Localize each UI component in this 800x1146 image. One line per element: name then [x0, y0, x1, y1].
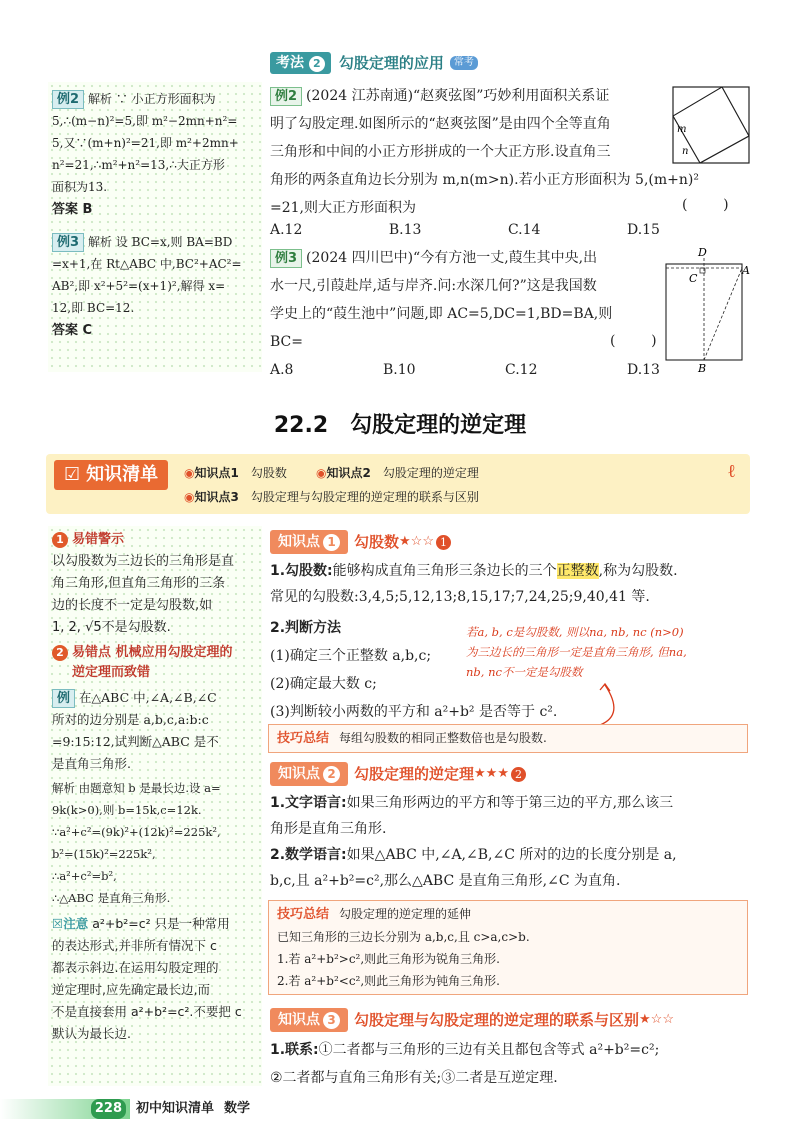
warning-1-header: 1 易错警示 — [52, 530, 258, 551]
kd1-label-box: 知识点 1 — [270, 530, 348, 554]
question3-tag: 例3 — [270, 249, 302, 268]
example2-solution: 例2 解析 ∵ 小正方形面积为 5,∴(m−n)²=5,即 m²−2mn+n²= 5,又∵(m+n)²=21,即 m²+2mn+ n²=21,∴m²+n²=13,∴大正方形 面积为13. — [52, 92, 239, 194]
question2-tag: 例2 — [270, 87, 302, 106]
pond-diagram — [662, 246, 752, 374]
section-title: 22.2 勾股定理的逆定理 — [273, 413, 527, 438]
kd1-title: 勾股数 — [354, 533, 400, 552]
warning-1-text: 以勾股数为三边长的三角形是直 角三角形,但直角三角形的三条 边的长度不一定是勾股数,如 1, 2, √5不是勾股数. — [52, 553, 235, 635]
side-solution: 解析 由题意知 b 是最长边.设 a= 9k(k>0),则 b=15k,c=12k. ∵a²+c²=(9k)²+(12k)²=225k², b²=(15k)²=225k², ∴a²+c²=b², ∴△ABC 是直角三角形. — [52, 780, 221, 905]
question2-options — [270, 218, 660, 242]
kd3-stars: ★☆☆ — [639, 1011, 674, 1027]
q3-option-a[interactable]: A.8 — [270, 362, 294, 378]
zhao-shuang-diagram — [672, 86, 750, 164]
q3-option-d[interactable]: D.13 — [626, 362, 660, 378]
kd2-tip-box: 技巧总结 勾股定理的逆定理的延伸 已知三角形的三边长分别为 a,b,c,且 c>a,c>b. 1.若 a²+b²>c²,则此三角形为锐角三角形. 2.若 a²+b²<c²,则此三角形为钝角三角形. — [268, 900, 748, 995]
side-example: 例 在△ABC 中,∠A,∠B,∠C 所对的边分别是 a,b,c,a:b:c =9:15:12,试判断△ABC 是不 是直角三角形. — [52, 689, 219, 771]
side-notes-box — [48, 526, 262, 1086]
footer — [0, 1096, 800, 1122]
example2-tag: 例2 — [52, 90, 84, 109]
q2-option-c[interactable]: C.14 — [507, 222, 541, 238]
kaofa-header — [270, 52, 478, 74]
fig-D-label: D — [698, 246, 707, 259]
kd2-header — [270, 762, 526, 786]
kd3-header — [270, 1008, 674, 1032]
kaofa-title: 勾股定理的应用 — [338, 54, 444, 72]
knowledge-item-1[interactable]: ◉知识点1 勾股数 — [184, 466, 287, 480]
q2-option-b[interactable]: B.13 — [388, 222, 422, 238]
side-note: ☒注意 a²+b²=c² 只是一种常用 的表达形式,并非所有情况下 c 都表示斜边.在运用勾股定理的 逆定理时,应先确定最长边,而 不是直接套用 a²+b²=c².不要把 c 默认为最长边. — [52, 915, 242, 1041]
fig-A-label: A — [742, 264, 750, 277]
highlight-zhengzhengshu: 正整数 — [556, 563, 599, 579]
kd3-text: 1.联系:①二者都与三角形的三边有关且都包含等式 a²+b²=c²; ②二者都与直角三角形有关;③二者是互逆定理. — [270, 1042, 660, 1086]
example3-answer: 答案 C — [52, 322, 93, 338]
kd2-title: 勾股定理的逆定理 — [354, 765, 475, 784]
page-number: 228 — [91, 1099, 126, 1120]
knowledge-list-banner — [46, 454, 750, 514]
knowledge-item-2[interactable]: ◉知识点2 勾股定理的逆定理 — [316, 466, 479, 480]
question3-options — [270, 358, 660, 382]
note-icon: ☒ — [52, 915, 64, 931]
kd1-header — [270, 530, 451, 554]
kd2-text: 1.文字语言:如果三角形两边的平方和等于第三边的平方,那么该三 角形是直角三角形. 2.数学语言:如果△ABC 中,∠A,∠B,∠C 所对的边的长度分别是 a, b,c,且 a²+b²=c²,那么△ABC 是直角三角形,∠C 为直角. — [270, 795, 677, 889]
kd3-label-box: 知识点 3 — [270, 1008, 348, 1032]
knowledge-list-title: 知识清单 — [86, 463, 159, 485]
book-title: 初中知识清单 — [136, 1100, 215, 1116]
kd1-tip-tag: 技巧总结 — [277, 731, 330, 746]
fig-m-label: m — [677, 124, 687, 135]
question2-text: 例2 (2024 江苏南通)“赵爽弦图”巧妙利用面积关系证 明了勾股定理.如图所示的“赵爽弦图”是由四个全等直角 三角形和中间的小正方形拼成的一个大正方形.设直角三 角形的两条直角边长分别为 m,n(m>n).若小正方形面积为 5,(m+n)² =21,则大正方形面积为 — [270, 88, 699, 216]
question2-paren: ( ) — [682, 197, 729, 213]
side-example-tag: 例 — [52, 689, 75, 708]
checkbox-icon: ☑ — [64, 463, 81, 485]
kd1-definition: 1.勾股数:能够构成直角三角形三条边长的三个正整数,称为勾股数. 常见的勾股数:3,4,5;5,12,13;8,15,17;7,24,25;9,40,41 等. — [270, 563, 678, 605]
kd3-title: 勾股定理与勾股定理的逆定理的联系与区别 — [354, 1011, 640, 1030]
note-arrow-icon — [580, 680, 630, 730]
q3-option-b[interactable]: B.10 — [382, 362, 416, 378]
question3-text: 例3 (2024 四川巴中)“今有方池一丈,葭生其中央,出 水一尺,引葭赴岸,适与岸齐.问:水深几何?”这是我国数 学史上的“葭生池中”问题,即 AC=5,DC=1,BD=BA,则 BC= — [270, 250, 613, 350]
q3-option-c[interactable]: C.12 — [505, 362, 538, 378]
swirl-decoration-icon: ℓ — [727, 461, 736, 482]
warning-2-header: 2 易错点 机械应用勾股定理的 逆定理而致错 — [52, 643, 258, 683]
subject-label: 数学 — [224, 1100, 251, 1116]
fig-C-label: C — [689, 272, 698, 285]
kd2-label-box: 知识点 2 — [270, 762, 348, 786]
kd2-tip-tag: 技巧总结 — [277, 907, 330, 922]
knowledge-list-title-box — [54, 460, 168, 490]
knowledge-item-3[interactable]: ◉知识点3 勾股定理与勾股定理的逆定理的联系与区别 — [184, 490, 479, 504]
example2-answer: 答案 B — [52, 202, 93, 217]
footer-bar — [0, 1099, 130, 1119]
fig-B-label: B — [698, 362, 707, 374]
q2-option-d[interactable]: D.15 — [626, 222, 660, 238]
example3-tag: 例3 — [52, 233, 84, 252]
question3-paren: ( ) — [610, 333, 657, 349]
q2-option-a[interactable]: A.12 — [270, 222, 303, 238]
example3-solution: 例3 解析 设 BC=x,则 BA=BD =x+1,在 Rt△ABC 中,BC²+AC²= AB²,即 x²+5²=(x+1)²,解得 x= 12,即 BC=12. — [52, 234, 242, 315]
kd2-badge: 2 — [511, 767, 526, 782]
kd1-stars: ★☆☆ — [399, 533, 434, 549]
left-solutions-box — [48, 82, 262, 372]
kd1-step3: (3)判断较小两数的平方和 a²+b² 是否等于 c². — [270, 704, 558, 720]
kd2-stars: ★★★ — [474, 765, 509, 781]
kd1-handwritten-note: 若a, b, c是勾股数, 则以na, nb, nc (n>0) 为三边长的三角形一定是直角三角形, 但na, nb, nc不一定是勾股数 — [466, 625, 687, 679]
kd1-tip-box: 技巧总结 每组勾股数的相同正整数倍也是勾股数. — [268, 724, 748, 753]
kaofa-label: 考法 2 — [270, 52, 331, 74]
kd1-badge: 1 — [436, 535, 451, 550]
kd1-method: 2.判断方法 (1)确定三个正整数 a,b,c; (2)确定最大数 c; — [270, 620, 432, 692]
kaofa-badge: 常考 — [450, 56, 478, 70]
fig-n-label: n — [682, 146, 689, 157]
